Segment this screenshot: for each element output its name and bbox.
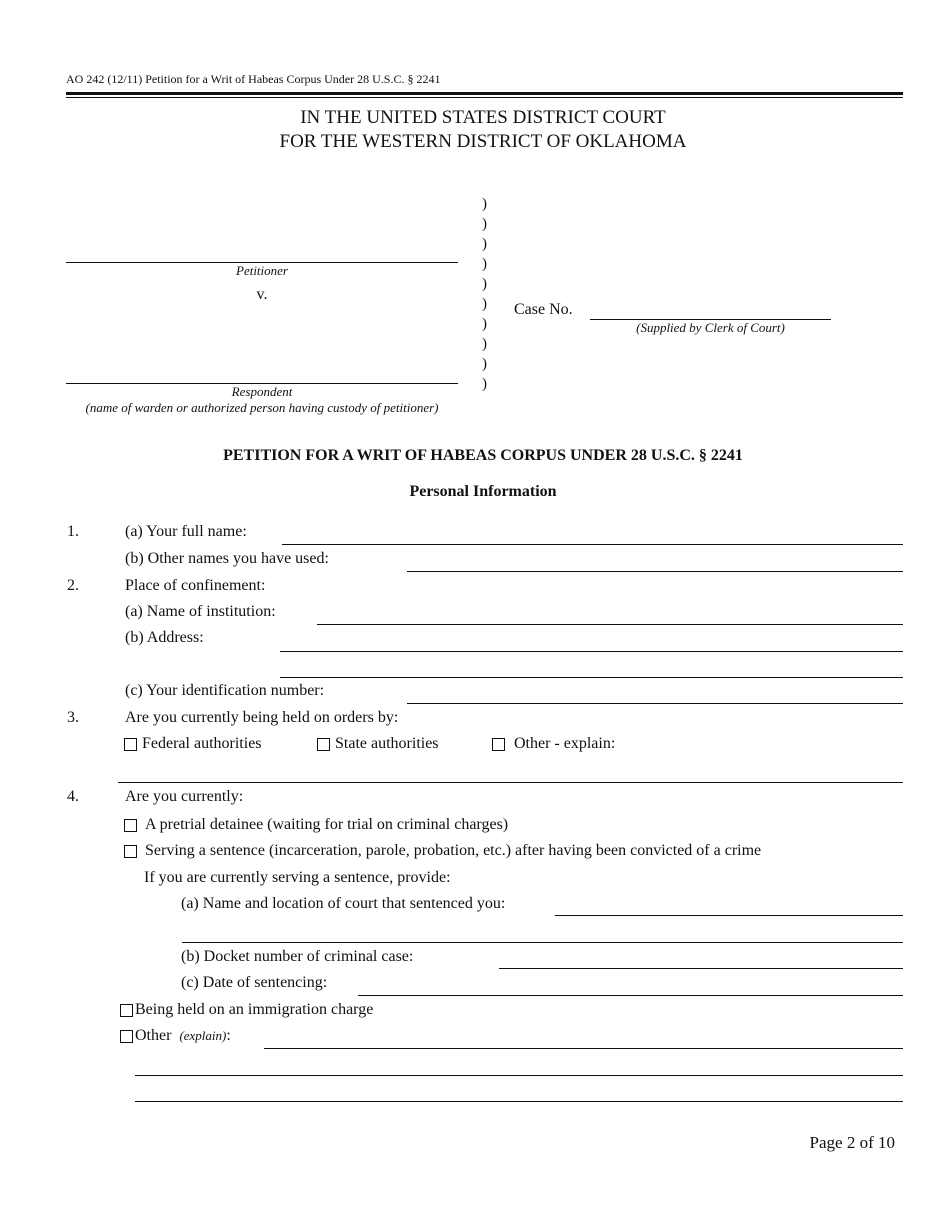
state-authorities-option[interactable] (317, 735, 439, 753)
other-authorities-explain-field[interactable] (118, 782, 903, 783)
versus-label: v. (256, 286, 268, 303)
form-header: AO 242 (12/11) Petition for a Writ of Habeas Corpus Under 28 U.S.C. § 2241 (66, 72, 441, 86)
docket-number-field[interactable] (499, 968, 903, 969)
docket-number-label: (b) Docket number of criminal case: (181, 948, 414, 965)
sentencing-date-field[interactable] (358, 995, 903, 996)
federal-authorities-label: Federal authorities (142, 735, 262, 752)
q2b-label: (b) Address: (125, 629, 204, 646)
pretrial-detainee-label: A pretrial detainee (waiting for trial on criminal charges) (145, 816, 509, 833)
caption-paren: ) (482, 216, 487, 232)
caption-paren: ) (482, 316, 487, 332)
sentence-intro: If you are currently serving a sentence, provide: (144, 869, 451, 886)
pretrial-detainee-checkbox[interactable] (124, 819, 137, 832)
q2a-label: (a) Name of institution: (125, 603, 276, 620)
section-title: Personal Information (409, 483, 557, 500)
caption-paren: ) (482, 296, 487, 312)
header-rule-thin (66, 97, 903, 98)
sentencing-date-label: (c) Date of sentencing: (181, 974, 328, 991)
petitioner-label: Petitioner (236, 263, 288, 278)
caption-paren: ) (482, 276, 487, 292)
q1b-label: (b) Other names you have used: (125, 550, 329, 567)
court-name-line2: FOR THE WESTERN DISTRICT OF OKLAHOMA (279, 131, 687, 152)
caption-paren: ) (482, 236, 487, 252)
federal-authorities-checkbox[interactable] (124, 738, 137, 751)
other-authorities-checkbox[interactable] (492, 738, 505, 751)
sentencing-court-label: (a) Name and location of court that sentenced you: (181, 895, 506, 912)
state-authorities-checkbox[interactable] (317, 738, 330, 751)
q1a-label: (a) Your full name: (125, 523, 247, 540)
header-rule-thick (66, 92, 903, 95)
other-status-label: Other (135, 1027, 172, 1044)
pretrial-detainee-option[interactable] (124, 816, 508, 834)
petition-title: PETITION FOR A WRIT OF HABEAS CORPUS UNDER 28 U.S.C. § 2241 (223, 447, 743, 464)
sentencing-court-field-line1[interactable] (555, 915, 903, 916)
q2-label: Place of confinement: (125, 577, 266, 594)
q3-label: Are you currently being held on orders by: (125, 709, 399, 726)
court-name-line1: IN THE UNITED STATES DISTRICT COURT (300, 107, 666, 128)
other-authorities-label: Other - explain: (514, 735, 616, 752)
federal-authorities-option[interactable] (124, 735, 262, 753)
case-no-label: Case No. (514, 301, 573, 318)
q1-number: 1. (67, 523, 79, 540)
caption-paren: ) (482, 336, 487, 352)
respondent-label: Respondent (231, 384, 293, 399)
caption-paren: ) (482, 256, 487, 272)
serving-sentence-label: Serving a sentence (incarceration, parole, probation, etc.) after having been convicted of a crime (145, 842, 762, 859)
immigration-label: Being held on an immigration charge (135, 1001, 374, 1018)
q4-label: Are you currently: (125, 788, 244, 805)
id-number-field[interactable] (407, 703, 903, 704)
q4-number: 4. (67, 788, 79, 805)
caption-paren: ) (482, 376, 487, 392)
other-authorities-option[interactable] (492, 735, 615, 753)
caption-paren: ) (482, 196, 487, 212)
q2c-label: (c) Your identification number: (125, 682, 325, 699)
institution-name-field[interactable] (317, 624, 903, 625)
respondent-note: (name of warden or authorized person having custody of petitioner) (85, 400, 439, 415)
page-number: Page 2 of 10 (809, 1133, 895, 1152)
immigration-option[interactable] (120, 1001, 373, 1019)
sentencing-court-field-line2[interactable] (182, 942, 903, 943)
other-status-option[interactable] (120, 1027, 231, 1045)
state-authorities-label: State authorities (335, 735, 439, 752)
address-field-line1[interactable] (280, 651, 903, 652)
q3-number: 3. (67, 709, 79, 726)
serving-sentence-checkbox[interactable] (124, 845, 137, 858)
case-no-note: (Supplied by Clerk of Court) (636, 320, 785, 335)
other-status-checkbox[interactable] (120, 1030, 133, 1043)
other-names-field[interactable] (407, 571, 903, 572)
other-status-colon: : (226, 1027, 231, 1044)
immigration-checkbox[interactable] (120, 1004, 133, 1017)
address-field-line2[interactable] (280, 677, 903, 678)
other-status-explain-field-line3[interactable] (135, 1101, 903, 1102)
caption-paren: ) (482, 356, 487, 372)
serving-sentence-option[interactable] (124, 842, 761, 860)
q2-number: 2. (67, 577, 79, 594)
other-status-explain-field-line1[interactable] (264, 1048, 903, 1049)
other-status-explain-field-line2[interactable] (135, 1075, 903, 1076)
other-status-explain-hint: (explain) (179, 1028, 227, 1043)
full-name-field[interactable] (282, 544, 903, 545)
